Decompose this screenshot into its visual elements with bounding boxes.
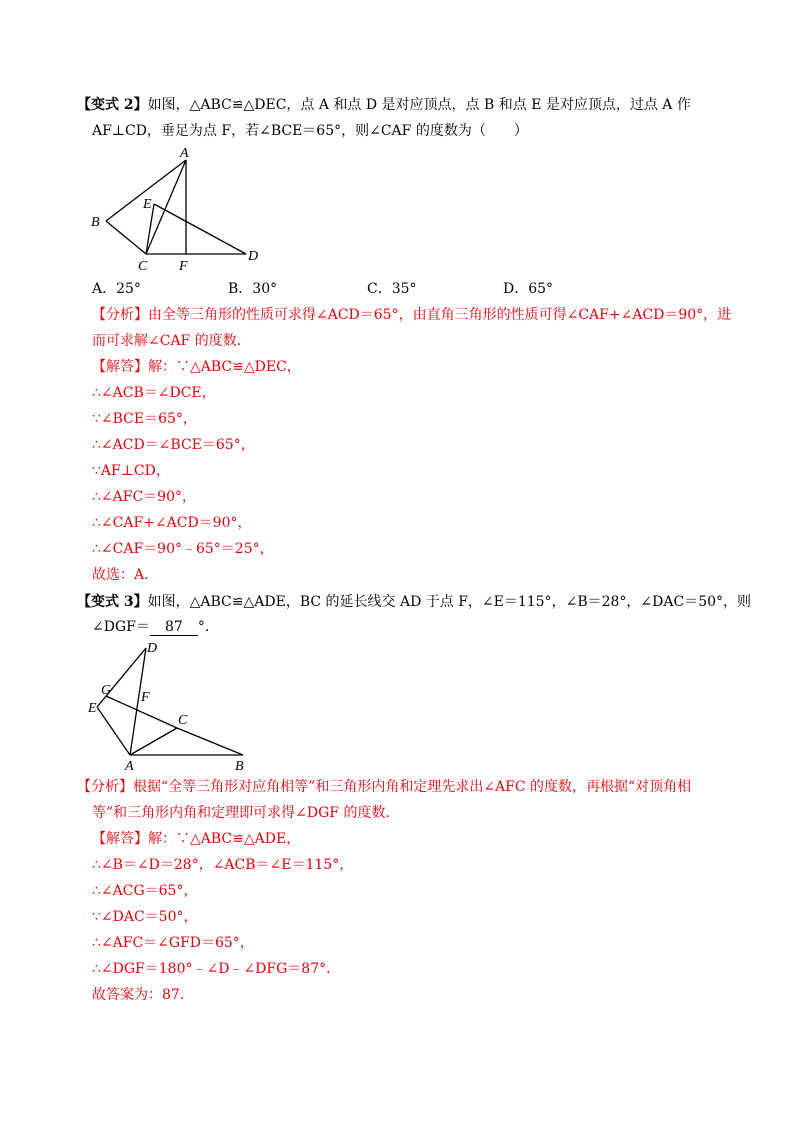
- variant3-question-suffix: °．: [197, 619, 219, 635]
- label-g: G: [101, 683, 112, 698]
- variant3-tag: 【变式 3】: [77, 594, 148, 610]
- variant2-solution-line4: ∴∠ACD＝∠BCE＝65°，: [92, 437, 255, 453]
- label-b: B: [235, 759, 244, 773]
- variant3-solution-line2: ∴∠B＝∠D＝28°，∠ACB＝∠E＝115°，: [92, 857, 354, 873]
- variant3-question-prefix: ∠DGF＝: [92, 619, 150, 635]
- variant3-analysis-line1: 【分析】根据“全等三角形对应角相等”和三角形内角和定理先求出∠AFC 的度数，再根据“对顶角相: [77, 779, 692, 795]
- label-a: A: [125, 759, 134, 773]
- label-c: C: [178, 713, 188, 728]
- label-f: F: [179, 259, 188, 274]
- variant2-conclusion: 故选：A．: [92, 567, 159, 583]
- variant2-solution-line5: ∵AF⊥CD，: [92, 463, 170, 479]
- variant2-figure: [80, 140, 280, 275]
- segment-bc: [106, 221, 146, 254]
- choice-c[interactable]: C．35°: [367, 281, 417, 297]
- variant3-question-text: 如图，△ABC≌△ADE，BC 的延长线交 AD 于点 F，∠E＝115°，∠B＝28°，∠DAC＝50°，则: [147, 594, 752, 610]
- variant3-analysis-line2: 等”和三角形内角和定理即可求得∠DGF 的度数．: [92, 805, 400, 821]
- variant2-tag: 【变式 2】: [77, 97, 148, 113]
- variant3-figure: [85, 638, 255, 773]
- segment-ed: [154, 204, 246, 254]
- label-b: B: [91, 215, 100, 230]
- variant2-solution-line6: ∴∠AFC＝90°，: [92, 489, 196, 505]
- choice-b[interactable]: B．30°: [228, 281, 278, 297]
- variant3-solution-line3: ∴∠ACG＝65°，: [92, 883, 198, 899]
- segment-ac: [146, 160, 186, 254]
- label-d: D: [147, 641, 158, 656]
- segment-ea: [97, 707, 130, 755]
- variant2-question-line1: [77, 95, 691, 115]
- label-e: E: [88, 701, 97, 716]
- variant3-question-line1: [77, 592, 751, 612]
- label-a: A: [180, 146, 189, 161]
- variant3-conclusion: 故答案为：87．: [92, 987, 194, 1003]
- choice-d[interactable]: D．65°: [503, 281, 554, 297]
- choice-a[interactable]: A．25°: [92, 281, 141, 297]
- segment-cb: [177, 728, 243, 755]
- variant3-solution-line5: ∴∠AFC＝∠GFD＝65°，: [92, 935, 254, 951]
- variant2-analysis-line2: 而可求解∠CAF 的度数．: [92, 333, 251, 349]
- variant3-solution-line4: ∵∠DAC＝50°，: [92, 909, 198, 925]
- variant2-analysis-line1: 【分析】由全等三角形的性质可求得∠ACD＝65°，由直角三角形的性质可得∠CAF+∠ACD＝90°，进: [92, 307, 732, 323]
- variant2-solution-line8: ∴∠CAF＝90°﹣65°＝25°，: [92, 541, 274, 557]
- variant3-solution-line1: 【解答】解：∵△ABC≌△ADE，: [92, 831, 301, 847]
- variant2-solution-line3: ∵∠BCE＝65°，: [92, 411, 197, 427]
- label-c: C: [138, 259, 148, 274]
- segment-ac: [130, 728, 177, 755]
- label-e: E: [143, 197, 152, 212]
- variant3-solution-line6: ∴∠DGF＝180°﹣∠D﹣∠DFG＝87°．: [92, 961, 341, 977]
- variant2-question-line2: AF⊥CD，垂足为点 F，若∠BCE＝65°，则∠CAF 的度数为（ ）: [92, 123, 528, 139]
- variant2-solution-line1: 【解答】解：∵△ABC≌△DEC，: [92, 359, 301, 375]
- label-d: D: [248, 249, 259, 264]
- label-f: F: [141, 690, 150, 705]
- variant2-solution-line2: ∴∠ACB＝∠DCE，: [92, 385, 216, 401]
- variant2-solution-line7: ∴∠CAF+∠ACD＝90°，: [92, 515, 252, 531]
- variant2-question-text: 如图，△ABC≌△DEC，点 A 和点 D 是对应顶点，点 B 和点 E 是对应顶点，过点 A 作: [147, 97, 691, 113]
- variant3-question-line2: [92, 617, 219, 637]
- answer-blank: 87: [150, 619, 198, 636]
